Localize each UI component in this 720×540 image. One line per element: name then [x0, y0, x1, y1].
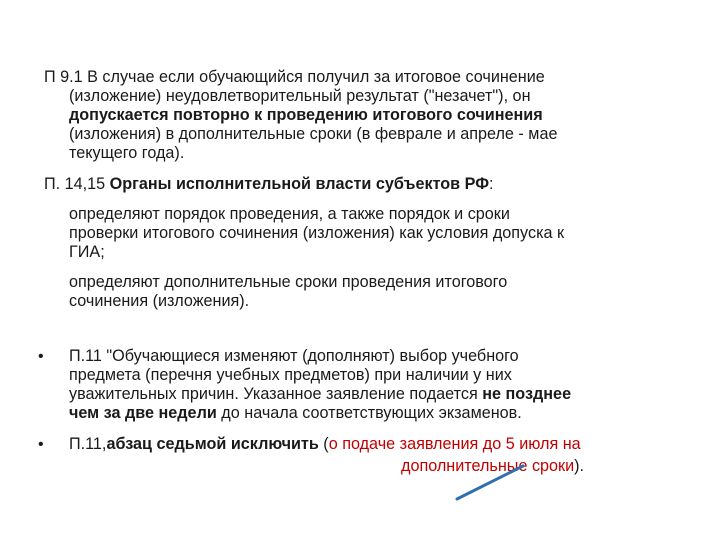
p91-line-4: (изложения) в дополнительные сроки (в феврале и апреле - мае — [69, 125, 558, 143]
b1-line-2: предмета (перечня учебных предметов) при наличии у них — [69, 366, 512, 384]
b2-prefix: П.11, — [69, 435, 107, 453]
p1415-item1-line-3: ГИА; — [69, 243, 105, 261]
p1415-item2-line-1: определяют дополнительные сроки проведения итогового — [69, 273, 508, 291]
b2-open-paren: ( — [318, 435, 329, 453]
p1415-prefix: П. 14,15 — [44, 175, 110, 193]
strike-line-stroke — [457, 466, 523, 499]
b1-bold-not-later: не позднее — [482, 385, 572, 403]
p91-line-2: (изложение) неудовлетворительный результат ("незачет"), он — [69, 87, 531, 105]
b1-line-4-rest: до начала соответствующих экзаменов. — [216, 404, 522, 422]
p91-line-3: допускается повторно к проведению итогового сочинения — [69, 106, 543, 124]
b2-close: ). — [574, 457, 585, 475]
b2-line-1 — [69, 435, 581, 454]
p1415-suffix: : — [489, 175, 494, 193]
b2-red-line-1: о подаче заявления до 5 июля на — [328, 435, 581, 453]
bullet-marker-1: • — [38, 348, 44, 365]
p1415-item2-line-2: сочинения (изложения). — [69, 292, 250, 310]
p1415-heading — [44, 175, 494, 194]
bullet-marker-2: • — [38, 436, 44, 453]
b1-line-3 — [69, 385, 571, 404]
b1-line-1: П.11 "Обучающиеся изменяют (дополняют) выбор учебного — [69, 347, 519, 365]
p91-line-1: П 9.1 В случае если обучающийся получил за итоговое сочинение — [44, 68, 545, 86]
b1-bold-two-weeks: чем за две недели — [69, 404, 217, 422]
p91-line-5: текущего года). — [69, 144, 185, 162]
p1415-bold: Органы исполнительной власти субъектов РФ — [109, 175, 490, 193]
b2-red-line-2: дополнительные сроки — [401, 457, 575, 475]
b1-line-4 — [69, 404, 522, 423]
p1415-item1-line-1: определяют порядок проведения, а также порядок и сроки — [69, 205, 510, 223]
p1415-item1-line-2: проверки итогового сочинения (изложения) как условия допуска к — [69, 224, 565, 242]
strike-line — [455, 462, 525, 502]
b1-line-3-text: уважительных причин. Указанное заявление подается — [69, 385, 483, 403]
b2-bold: абзац седьмой исключить — [106, 435, 319, 453]
